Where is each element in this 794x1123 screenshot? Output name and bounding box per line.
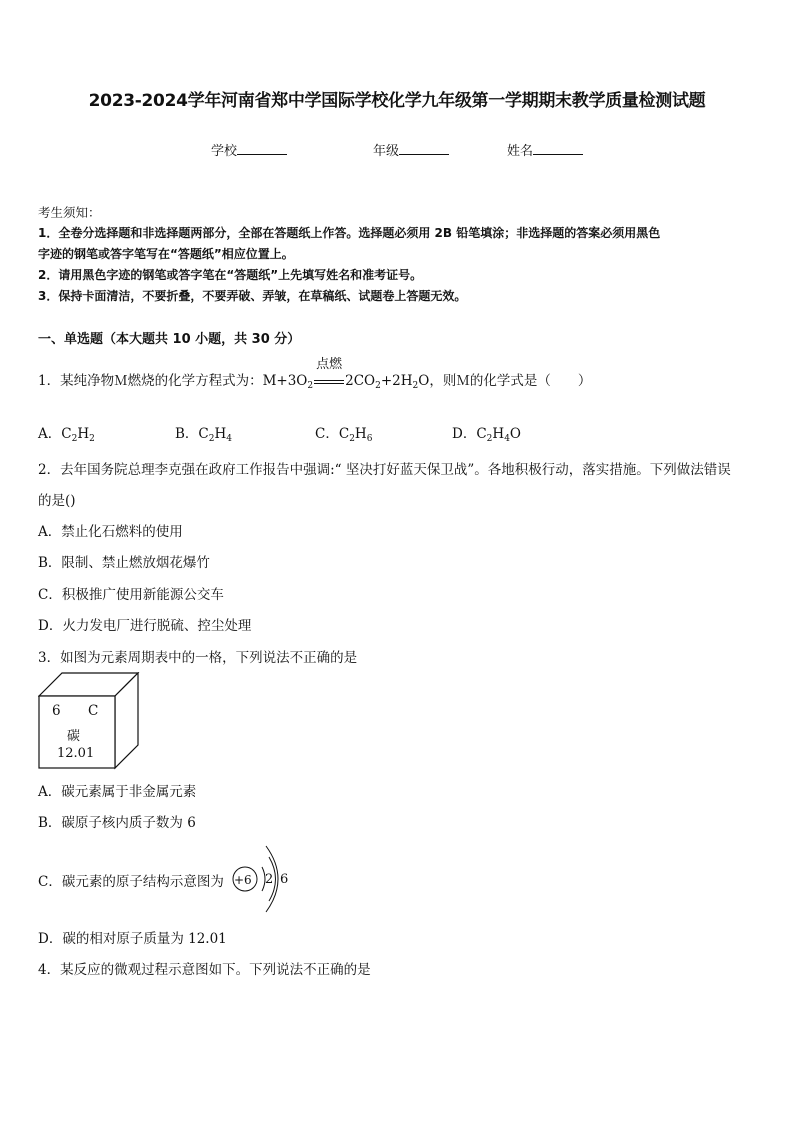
note-line: 3．保持卡面清洁，不要折叠，不要弄破、弄皱，在草稿纸、试题卷上答题无效。 (38, 289, 467, 303)
question-4-stem: 4．某反应的微观过程示意图如下。下列说法不正确的是 (38, 962, 371, 978)
question-2-stem: 2．去年国务院总理李克强在政府工作报告中强调:“ 坚决打好蓝天保卫战”。各地积极行动，落实措施。下列做法错误 (38, 462, 731, 478)
name-label: 姓名 (507, 144, 534, 159)
notes-heading: 考生须知： (38, 205, 101, 220)
school-label: 学校 (211, 144, 238, 159)
q1-option-a[interactable]: A．$C_2H_2$ (38, 426, 95, 444)
atom-shell-2-electrons: 6 (280, 872, 289, 887)
q2-option-b[interactable]: B．限制、禁止燃放烟花爆竹 (38, 555, 210, 571)
grade-blank (399, 142, 449, 155)
cell-atomic-number: 6 (52, 703, 61, 719)
q3-option-c[interactable]: C．碳元素的原子结构示意图为 (38, 874, 224, 890)
q1-option-c[interactable]: C．$C_2H_6$ (315, 426, 373, 444)
school-blank (237, 142, 287, 155)
grade-label: 年级 (373, 144, 400, 159)
q3-option-a[interactable]: A．碳元素属于非金属元素 (38, 784, 197, 800)
school-field (211, 140, 287, 159)
section-heading: 一、单选题（本大题共 10 小题，共 30 分） (38, 332, 301, 347)
reaction-arrow: 点燃 (313, 373, 345, 389)
q3-option-d[interactable]: D．碳的相对原子质量为 12.01 (38, 931, 227, 947)
q2-option-c[interactable]: C．积极推广使用新能源公交车 (38, 587, 224, 603)
q2-option-d[interactable]: D．火力发电厂进行脱硫、控尘处理 (38, 618, 252, 634)
note-line: 1．全卷分选择题和非选择题两部分，全部在答题纸上作答。选择题必须用 2B 铅笔填涂；非选择题的答案必须用黑色 (38, 226, 661, 240)
question-2-stem-cont: 的是() (38, 493, 76, 509)
question-3-stem: 3．如图为元素周期表中的一格，下列说法不正确的是 (38, 650, 358, 666)
q1-option-b[interactable]: B．$C_2H_4$ (175, 426, 233, 444)
q1-option-d[interactable]: D．$C_2H_4O$ (452, 426, 521, 444)
name-blank (533, 142, 583, 155)
cell-symbol: C (88, 703, 99, 719)
q2-option-a[interactable]: A．禁止化石燃料的使用 (38, 524, 183, 540)
note-line: 2．请用黑色字迹的钢笔或答字笔在“答题纸”上先填写姓名和准考证号。 (38, 268, 423, 282)
grade-field (373, 140, 449, 159)
atom-nucleus-charge: +6 (234, 873, 252, 887)
cell-atomic-mass: 12.01 (57, 746, 95, 761)
atom-shell-1-electrons: 2 (265, 872, 274, 887)
q3-option-b[interactable]: B．碳原子核内质子数为 6 (38, 815, 196, 831)
question-1-stem: 1．某纯净物Ｍ燃烧的化学方程式为：$M+3O_2$ 点燃 $2CO_2+2H_2O$，则Ｍ的化学式是（ ） (38, 357, 592, 391)
page-title: 2023-2024学年河南省郑中学国际学校化学九年级第一学期期末教学质量检测试题 (88, 91, 706, 111)
cell-element-name: 碳 (67, 729, 81, 744)
note-line: 字迹的钢笔或答字笔写在“答题纸”相应位置上。 (38, 247, 294, 261)
name-field (507, 140, 583, 159)
